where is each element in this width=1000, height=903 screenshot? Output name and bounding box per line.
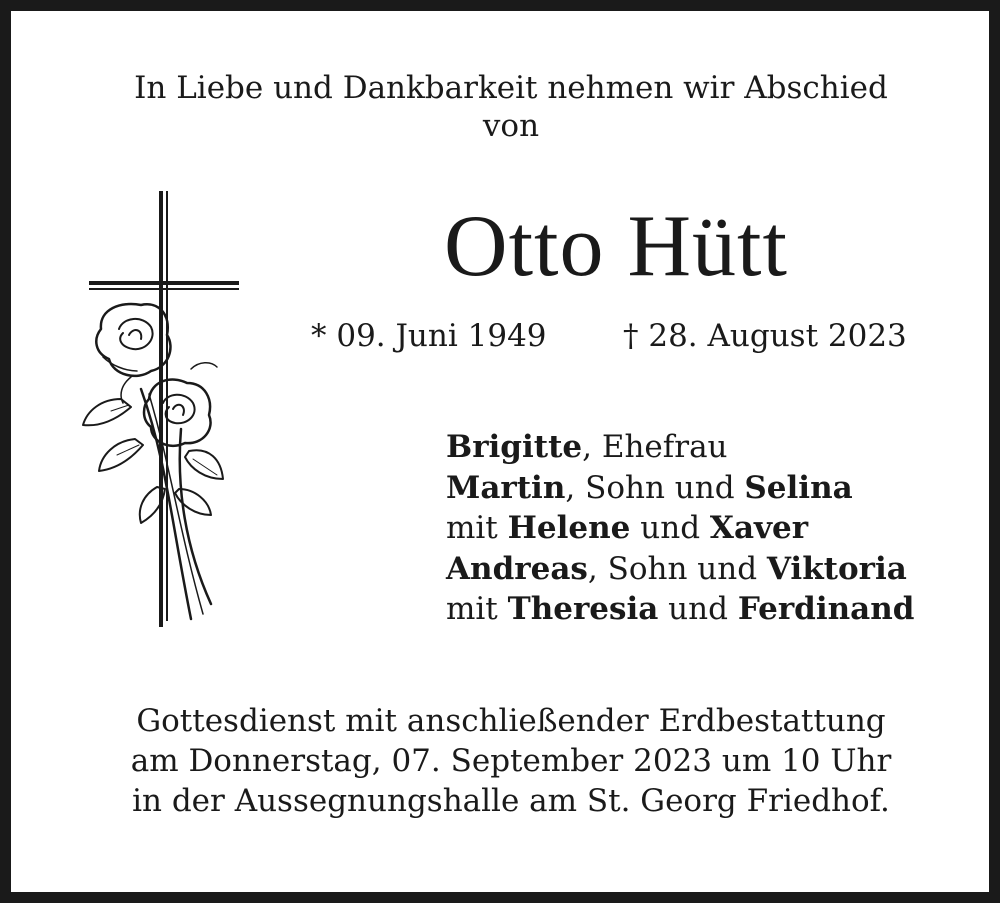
mourner-line: mit Helene und Xaver (446, 510, 809, 546)
mourner-line: mit Theresia und Ferdinand (446, 591, 915, 627)
intro-line: In Liebe und Dankbarkeit nehmen wir Abschied (134, 70, 888, 106)
birth-date: * 09. Juni 1949 (311, 318, 547, 354)
service-line: Gottesdienst mit anschließender Erdbestattung (136, 703, 886, 739)
deceased-name: Otto Hütt (444, 198, 788, 295)
mourner-line: Andreas, Sohn und Viktoria (446, 550, 907, 587)
funeral-service-info (11, 701, 1000, 821)
mourner-line: Martin, Sohn und Selina (446, 469, 853, 506)
service-line: in der Aussegnungshalle am St. Georg Friedhof. (132, 783, 890, 819)
mourners-list (446, 427, 914, 630)
service-line: am Donnerstag, 07. September 2023 um 10 Uhr (130, 743, 892, 779)
mourner-line: Brigitte, Ehefrau (446, 429, 728, 465)
cross-with-roses-icon (71, 189, 251, 633)
intro-line-von: von (482, 108, 540, 144)
death-date: † 28. August 2023 (623, 318, 907, 354)
